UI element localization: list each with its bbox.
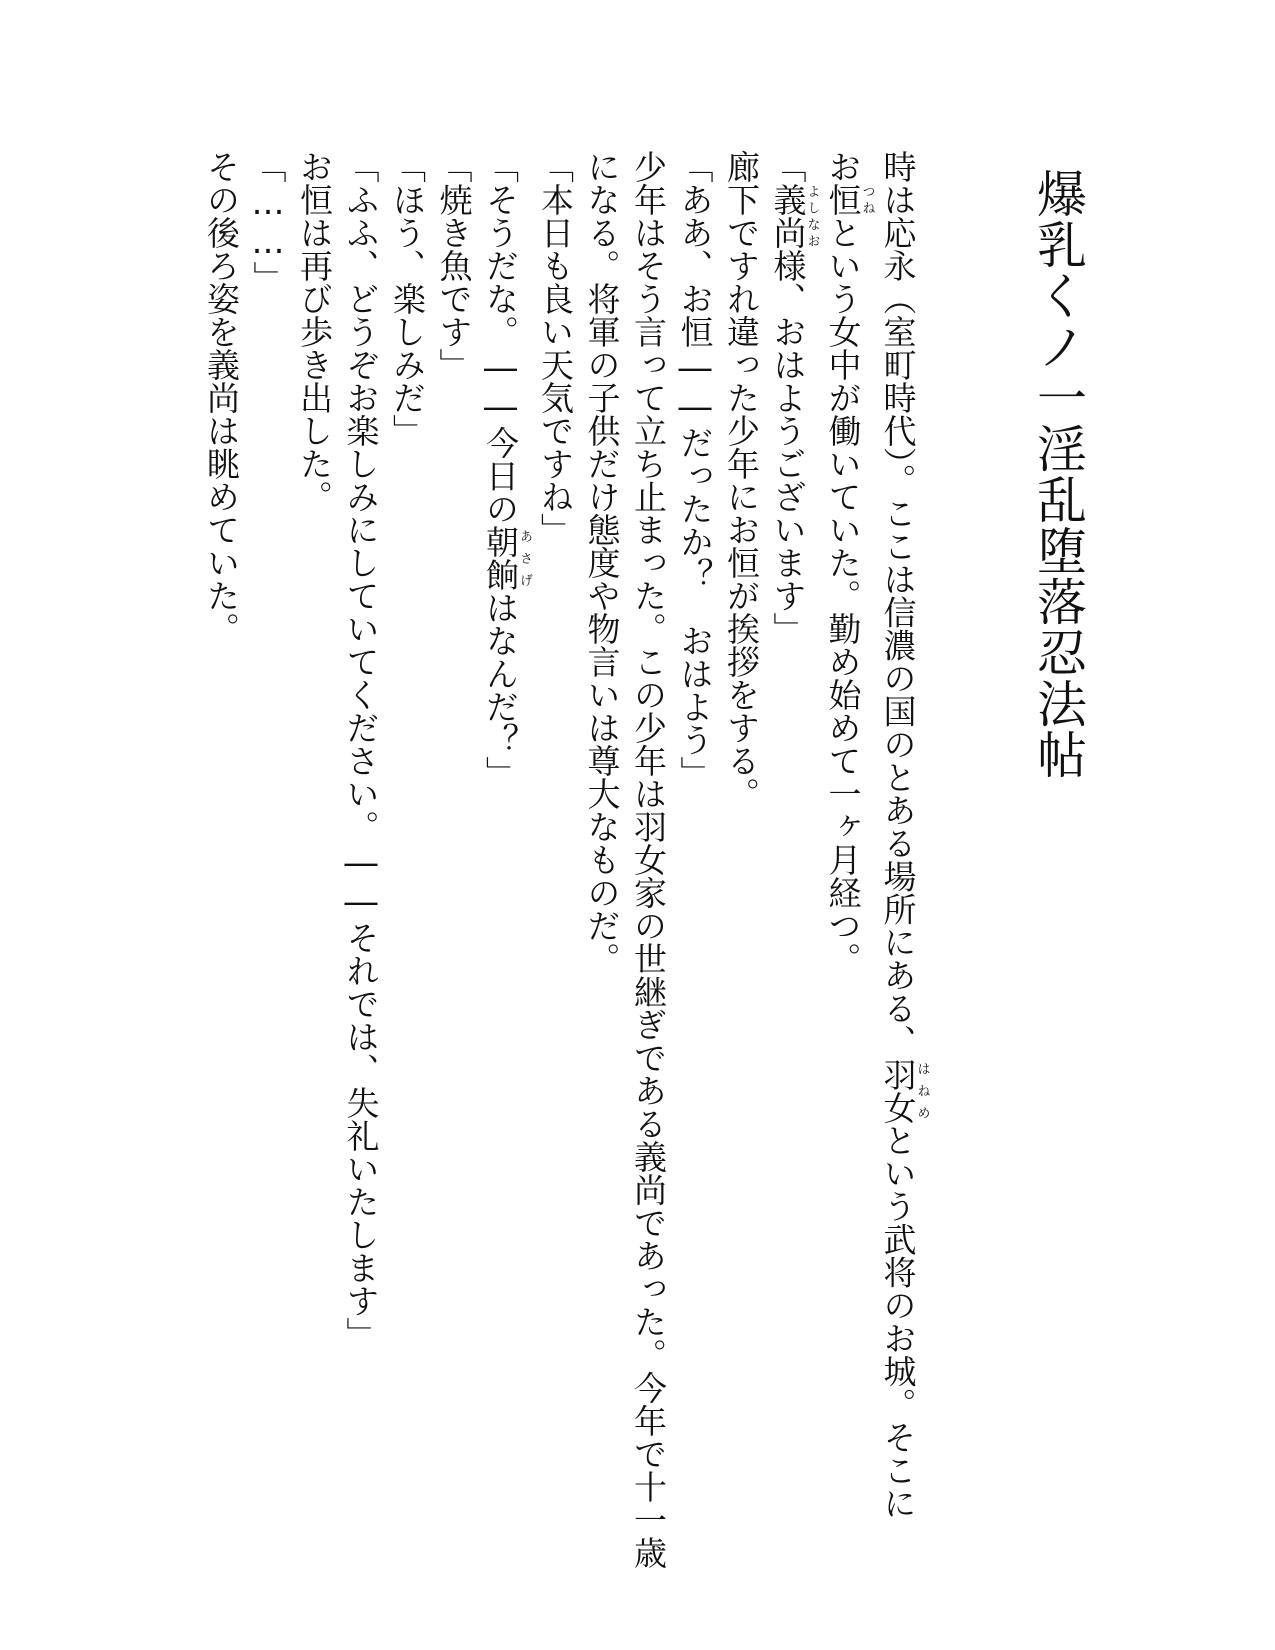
text-line-6: 少年はそう言って立ち止まった。この少年は羽女家の世継ぎである義尚であった。今年で十一歳 [629, 150, 668, 1569]
text-line-9: 「そうだな。――今日の朝餉あさげはなんだ？」 [481, 150, 532, 789]
ruby-asage: 朝餉あさげ [481, 525, 532, 591]
ruby-hane-me: 羽女はねめ [878, 1057, 930, 1124]
text-line-13: お恒は再び歩き出した。 [295, 150, 334, 513]
text-line-12: 「ふふ、どうぞお楽しみにしていてください。――それでは、失礼いたします」 [341, 150, 381, 1350]
text-line-8: 「本日も良い天気ですね」 [536, 150, 575, 546]
text-line-10: 「焼き魚です」 [434, 150, 474, 381]
text-line-2: お恒つねという女中が働いていた。勤め始めて一ヶ月経つ。 [823, 150, 875, 975]
text-line-7: になる。将軍の子供だけ態度や物言いは尊大なものだ。 [582, 150, 622, 975]
body-text [198, 150, 930, 1569]
text-line-3: 「義尚よしなお様、おはようございます」 [768, 150, 820, 645]
text-line-1: 時は応永（室町時代）。ここは信濃の国のとある場所にある、羽女はねめという武将のお城。そこに [878, 150, 930, 1520]
text-line-14: 「……」 [248, 150, 288, 294]
text-line-15: その後ろ姿を義尚は眺めていた。 [202, 150, 241, 645]
page-title: 爆乳くノ一淫乱堕落忍法帖 [1029, 168, 1087, 780]
text-line-4: 廊下ですれ違った少年にお恒が挨拶をする。 [722, 150, 761, 810]
ruby-tsune: 恒つね [823, 183, 875, 216]
ruby-yoshinao: 義尚よしなお [768, 183, 820, 249]
text-line-11: 「ほう、楽しみだ」 [388, 150, 427, 447]
text-line-5: 「ああ、お恒――だったか？ おはよう」 [675, 150, 715, 789]
